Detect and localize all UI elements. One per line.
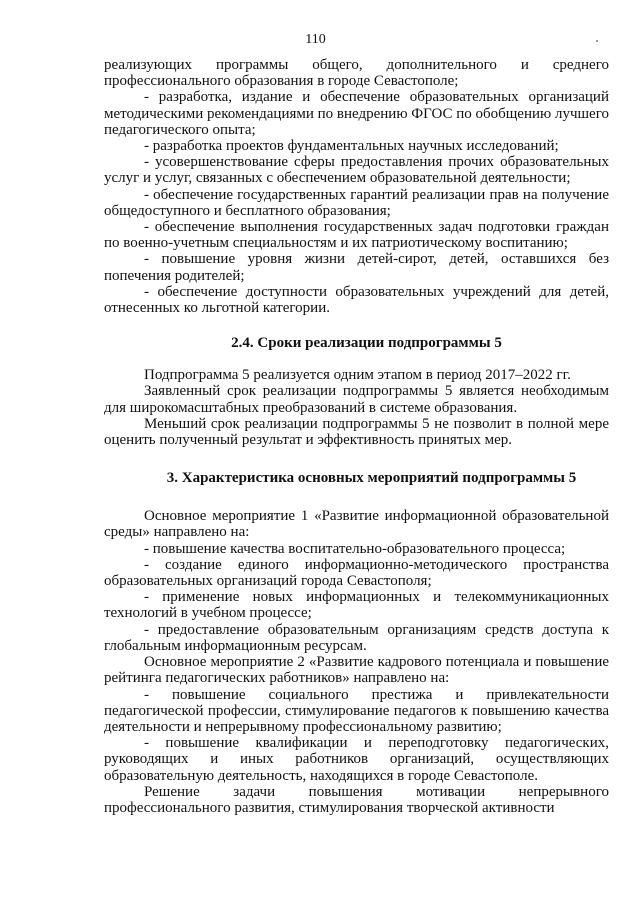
list-item-qualification: - повышение квалификации и переподготовку педагогических, руководящих и иных работников организаций, осуществляющих образовательную деятельность, находящихся в городе Севастополе. (104, 735, 609, 784)
section-heading-main-activities: 3. Характеристика основных мероприятий подпрограммы 5 (166, 470, 577, 487)
paragraph-motivation-task: Решение задачи повышения мотивации непрерывного профессионального развития, стимулирования творческой активности (104, 783, 609, 816)
list-item-research-projects: - разработка проектов фундаментальных научных исследований; (144, 138, 559, 155)
paragraph-continuation: реализующих программы общего, дополнительного и среднего профессионального образования в городе Севастополе; (104, 57, 609, 90)
list-item-state-guarantees: - обеспечение государственных гарантий реализации прав на получение общедоступного и бесплатного образования; (104, 186, 609, 219)
list-item-accessibility: - обеспечение доступности образовательных учреждений для детей, отнесенных ко льготной категории. (104, 283, 609, 317)
list-item-teacher-prestige: - повышение социального престижа и привлекательности педагогической профессии, стимулирование педагогов к повышению качества деятельности и непрерывному профессиональному развитию; (104, 686, 609, 735)
list-item-new-technologies: - применение новых информационных и телекоммуникационных технологий в учебном процессе; (104, 589, 609, 622)
section-heading-timeline: 2.4. Сроки реализации подпрограммы 5 (231, 335, 502, 352)
paragraph-single-stage: Подпрограмма 5 реализуется одним этапом в период 2017–2022 гг. (144, 367, 571, 384)
page-body (104, 57, 609, 816)
list-item-global-resources: - предоставление образовательным организациям средств доступа к глобальным информационным ресурсам. (104, 621, 609, 654)
list-item-educational-services: - усовершенствование сферы предоставления прочих образовательных услуг и услуг, связанных с обеспечением образовательной деятельности; (104, 154, 609, 187)
paragraph-activity-2-intro: Основное мероприятие 2 «Развитие кадрового потенциала и повышение рейтинга педагогических работников» направлено на: (104, 654, 609, 687)
paragraph-shorter-term: Меньший срок реализации подпрограммы 5 не позволит в полной мере оценить полученный результат и эффективность принятых мер. (104, 415, 609, 449)
paragraph-activity-1-intro: Основное мероприятие 1 «Развитие информационной образовательной среды» направлено на: (104, 508, 609, 541)
list-item-military-training: - обеспечение выполнения государственных задач подготовки граждан по военно-учетным специальностям и их патриотическому воспитанию; (104, 219, 609, 252)
list-item-process-quality: - повышение качества воспитательно-образовательного процесса; (144, 540, 566, 557)
list-item-methodical-recommendations: - разработка, издание и обеспечение образовательных организаций методическими рекомендациями по внедрению ФГОС по обобщению лучшего педагогического опыта; (104, 89, 609, 138)
paragraph-declared-term: Заявленный срок реализации подпрограммы 5 является необходимым для широкомасштабных преобразований в системе образования. (104, 383, 609, 416)
scan-speck (596, 40, 598, 42)
list-item-orphans-living-standard: - повышение уровня жизни детей-сирот, детей, оставшихся без попечения родителей; (104, 251, 609, 284)
list-item-unified-space: - создание единого информационно-методического пространства образовательных организаций города Севастополя; (104, 556, 609, 590)
page-number: 110 (305, 32, 326, 47)
